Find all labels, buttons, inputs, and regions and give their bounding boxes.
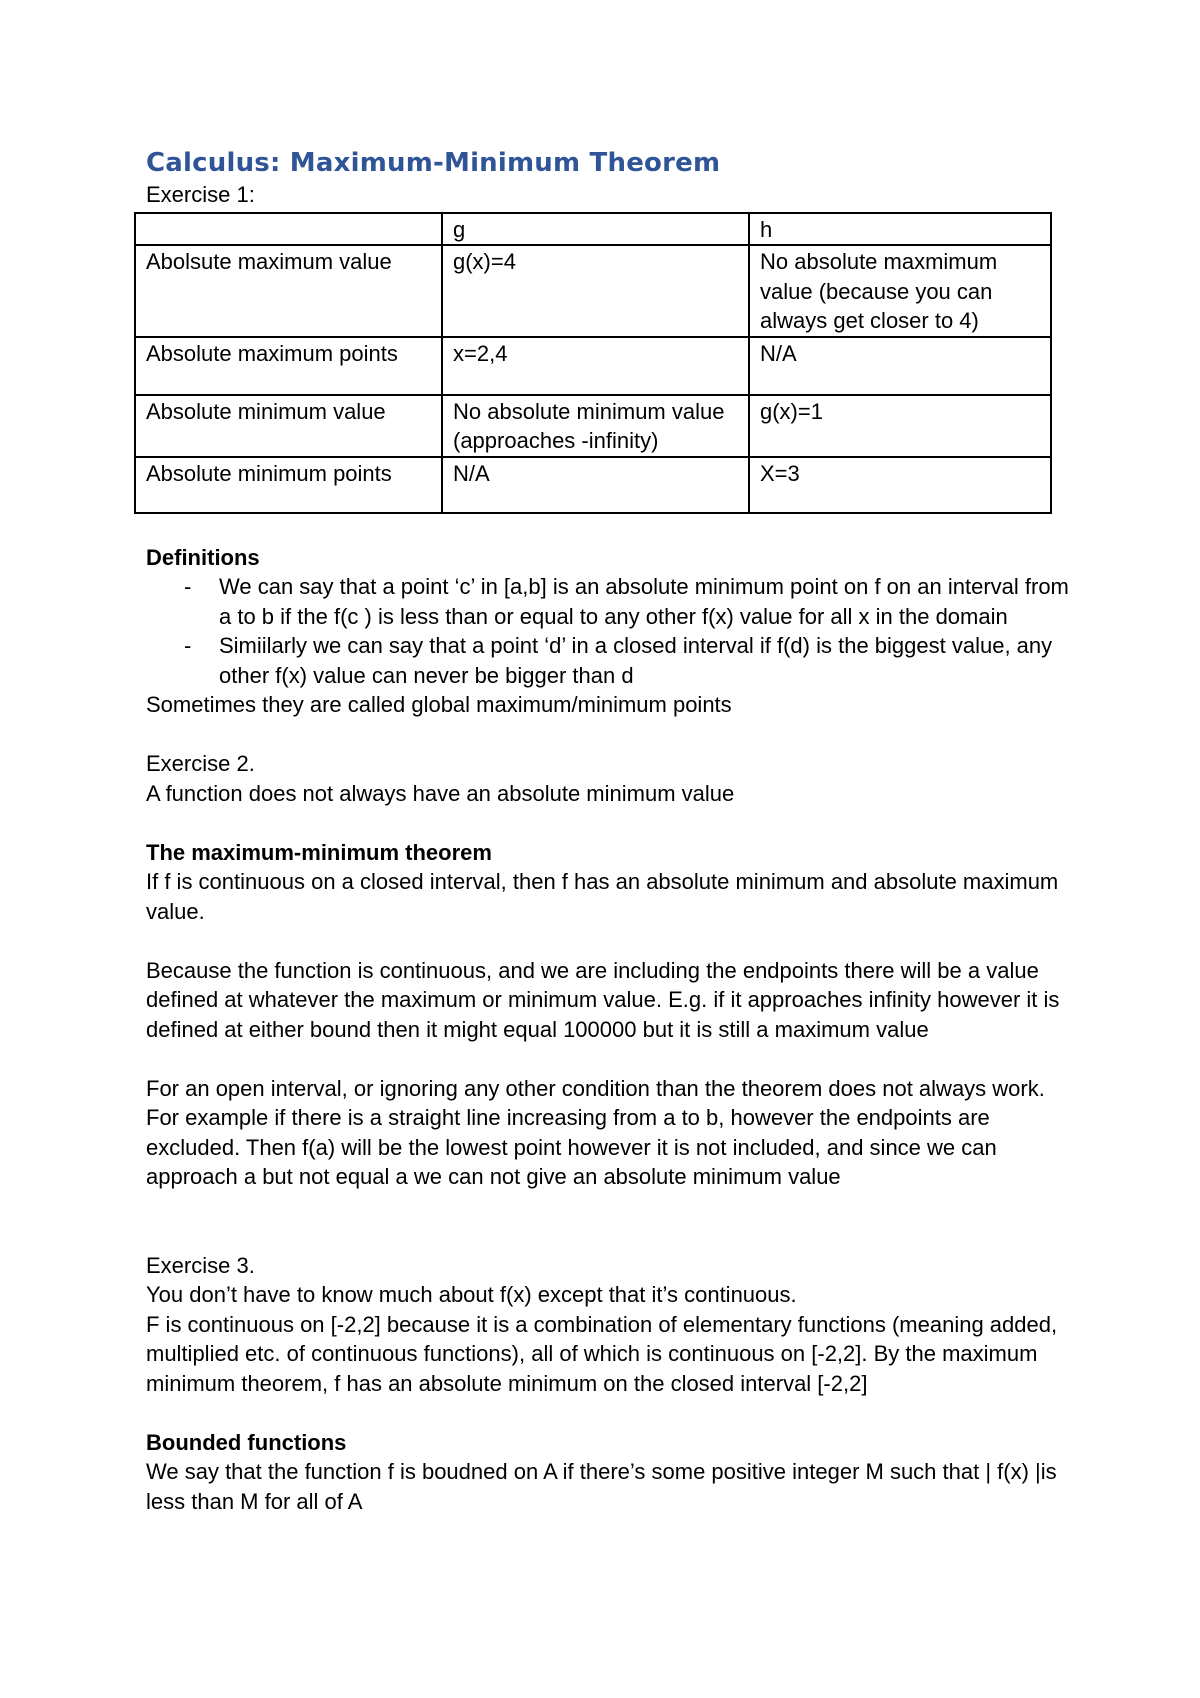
- theorem-heading: The maximum-minimum theorem: [146, 839, 492, 865]
- theorem-paragraph-2: For an open interval, or ignoring any other condition than the theorem does not always work. For example if there is a straight line increasing from a to b, however the endpoints are excluded. Then f(a) will be the lowest point however it is not included, and since we can approach a but not equal a we can not give an absolute minimum value: [146, 1075, 1045, 1189]
- bullet-marker: -: [184, 574, 192, 599]
- table-row: [135, 457, 1051, 513]
- table-cell: X=3: [749, 457, 1051, 513]
- exercise2-text: A function does not always have an absolute minimum value: [146, 780, 735, 806]
- table-header-cell: g: [442, 213, 749, 246]
- table-cell: Absolute maximum points: [135, 337, 442, 395]
- table-row: [135, 337, 1051, 395]
- bounded-text: We say that the function f is boudned on A if there’s some positive integer M such that | f(x) |is less than M for all of A: [146, 1459, 1057, 1514]
- document-content: [146, 146, 1076, 1516]
- table-row: [135, 395, 1051, 457]
- table-cell: N/A: [442, 457, 749, 513]
- table-cell: g(x)=1: [749, 395, 1051, 457]
- definitions-list: [146, 572, 1076, 690]
- exercise1-table: [134, 212, 1052, 514]
- table-cell: Absolute minimum value: [135, 395, 442, 457]
- exercise3-line-2: F is continuous on [-2,2] because it is a combination of elementary functions (meaning added, multiplied etc. of continuous functions), all of which is continuous on [-2,2]. By the maximum minimum theorem, f has an absolute minimum on the closed interval [-2,2]: [146, 1311, 1058, 1396]
- definitions-note: Sometimes they are called global maximum/minimum points: [146, 692, 732, 717]
- table-cell: Absolute minimum points: [135, 457, 442, 513]
- page-title: Calculus: Maximum-Minimum Theorem: [146, 148, 721, 178]
- exercise3-heading: Exercise 3.: [146, 1252, 255, 1278]
- table-cell: No absolute minimum value (approaches -infinity): [442, 395, 749, 457]
- list-item: [146, 572, 1076, 631]
- bounded-heading: Bounded functions: [146, 1429, 347, 1455]
- list-item-text: Simiilarly we can say that a point ‘d’ in a closed interval if f(d) is the biggest value, any other f(x) value can never be bigger than d: [219, 633, 1053, 688]
- list-item: [146, 631, 1076, 690]
- exercise3-line-1: You don’t have to know much about f(x) except that it’s continuous.: [146, 1282, 797, 1307]
- table-cell: No absolute maxmimum value (because you can always get closer to 4): [749, 245, 1051, 337]
- table-header-cell: [135, 213, 442, 246]
- table-row: [135, 245, 1051, 337]
- table-cell: Abolsute maximum value: [135, 245, 442, 337]
- theorem-paragraph-1: Because the function is continuous, and we are including the endpoints there will be a value defined at whatever the maximum or minimum value. E.g. if it approaches infinity however it is defined at either bound then it might equal 100000 but it is still a maximum value: [146, 957, 1060, 1042]
- exercise2-heading: Exercise 2.: [146, 751, 255, 776]
- table-cell: x=2,4: [442, 337, 749, 395]
- table-header-cell: h: [749, 213, 1051, 246]
- definitions-heading: Definitions: [146, 544, 260, 570]
- theorem-statement: If f is continuous on a closed interval, then f has an absolute minimum and absolute maximum value.: [146, 869, 1059, 924]
- table-cell: g(x)=4: [442, 245, 749, 337]
- exercise1-heading: Exercise 1:: [146, 182, 255, 207]
- bullet-marker: -: [184, 633, 192, 658]
- list-item-text: We can say that a point ‘c’ in [a,b] is an absolute minimum point on f on an interval from a to b if the f(c ) is less than or equal to any other f(x) value for all x in the domain: [219, 574, 1069, 629]
- table-header-row: [135, 213, 1051, 246]
- table-cell: N/A: [749, 337, 1051, 395]
